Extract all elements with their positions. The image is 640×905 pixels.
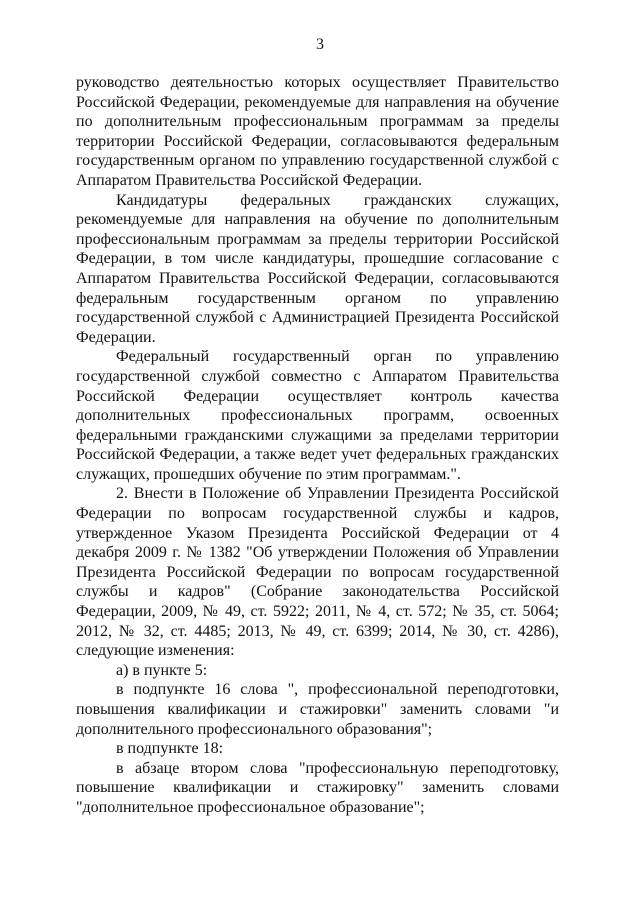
- page-number: 3: [316, 36, 324, 53]
- paragraph-quality-control: Федеральный государственный орган по управлению государственной службой совместно с Аппаратом Правительства Российской Федерации осуществляет контроль качества дополнительных профессиональных программ, освоенных федеральными гражданскими служащими за пределами территории Российской Федерации, а также ведет учет федеральных гражданских служащих, прошедших обучение по этим программам.".: [76, 348, 559, 483]
- document-body: [76, 73, 559, 818]
- paragraph-second-clause: в абзаце втором слова "профессиональную переподготовку, повышение квалификации и стажировку" заменить словами "дополнительное профессиональное образование";: [76, 759, 559, 816]
- paragraph-subpoint-16: в подпункте 16 слова ", профессиональной переподготовки, повышения квалификации и стажировки" заменить словами "и дополнительного профессионального образования";: [76, 681, 559, 738]
- paragraph-candidates: Кандидатуры федеральных гражданских служащих, рекомендуемые для направления на обучение по дополнительным профессиональным программам за пределы территории Российской Федерации, в том числе кандидатуры, прошедшие согласование с Аппаратом Правительства Российской Федерации, согласовываются федеральным государственным органом по управлению государственной службой с Администрацией Президента Российской Федерации.: [76, 191, 559, 346]
- paragraph-subitem-a: а) в пункте 5:: [116, 661, 208, 679]
- paragraph-subpoint-18: в подпункте 18:: [116, 740, 224, 758]
- paragraph-item-2: 2. Внести в Положение об Управлении Президента Российской Федерации по вопросам государственной службы и кадров, утвержденное Указом Президента Российской Федерации от 4 декабря 2009 г. № 1382 "Об утверждении Положения об Управлении Президента Российской Федерации по вопросам государственной службы и кадров" (Собрание законодательства Российской Федерации, 2009, № 49, ст. 5922; 2011, № 4, ст. 572; № 35, ст. 5064; 2012, № 32, ст. 4485; 2013, № 49, ст. 6399; 2014, № 30, ст. 4286), следующие изменения:: [76, 485, 559, 660]
- paragraph-continuation: руководство деятельностью которых осуществляет Правительство Российской Федерации, рекомендуемые для направления на обучение по дополнительным профессиональным программам за пределы территории Российской Федерации, согласовываются федеральным государственным органом по управлению государственной службой с Аппаратом Правительства Российской Федерации.: [76, 74, 559, 189]
